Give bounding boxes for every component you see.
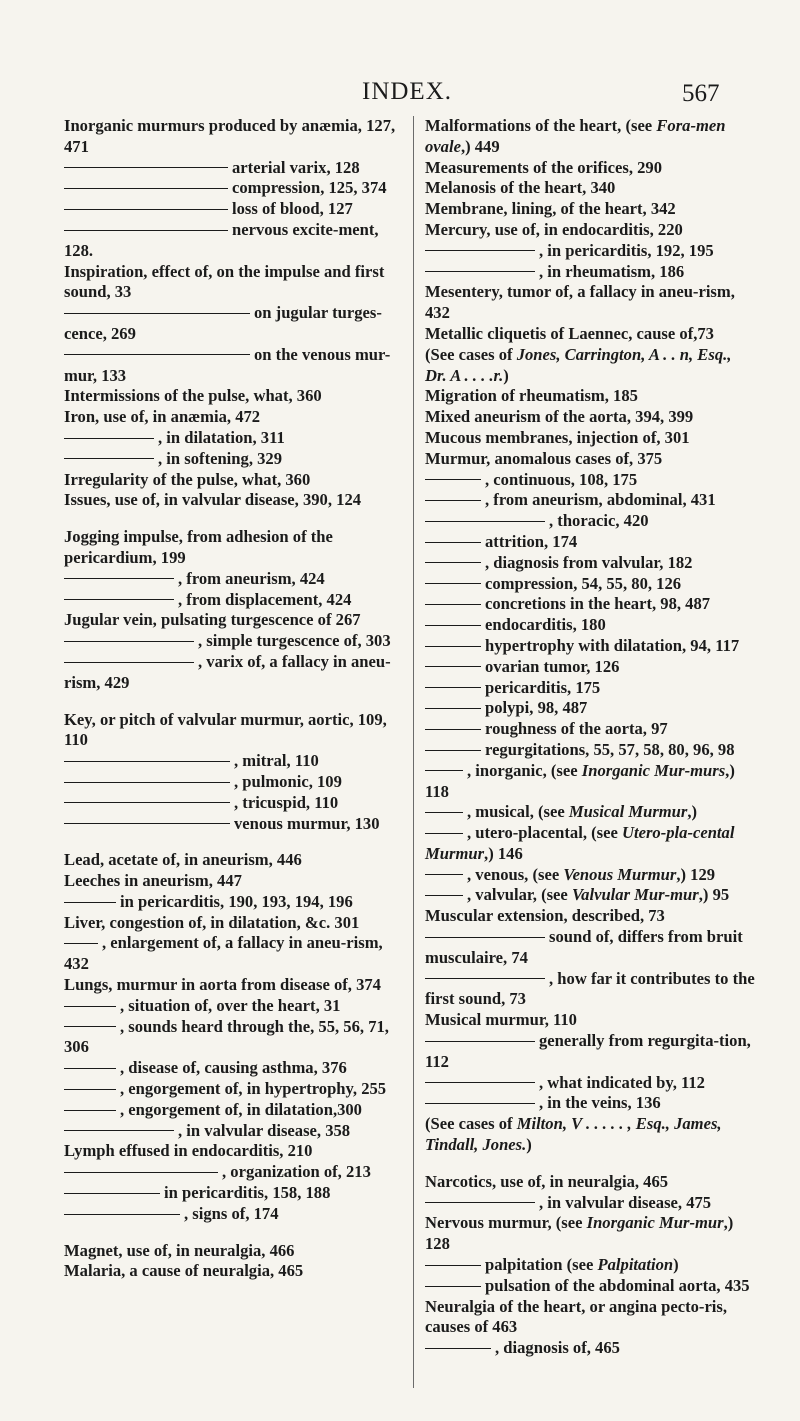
ditto-dash — [425, 1348, 491, 1349]
ditto-dash — [425, 812, 463, 813]
index-entry-text: , utero-placental, (see Utero-pla-cental Murmur,) 146 — [425, 823, 735, 863]
index-entry-text: pericarditis, 175 — [485, 677, 601, 697]
index-entry-text: , from aneurism, 424 — [178, 568, 325, 588]
index-entry-text: Lungs, murmur in aorta from disease of, 374 — [64, 975, 381, 995]
index-entry-text: Neuralgia of the heart, or angina pecto-ris, causes of 463 — [425, 1296, 728, 1337]
index-entry-text: Lymph effused in endocarditis, 210 — [64, 1141, 313, 1161]
index-entry-text: , valvular, (see Valvular Mur-mur,) 95 — [467, 885, 730, 905]
index-entry — [425, 1172, 755, 1193]
index-entry — [64, 428, 406, 449]
index-entry — [425, 324, 755, 345]
ditto-dash — [425, 479, 481, 480]
index-entry — [425, 262, 755, 283]
index-entry — [425, 698, 755, 719]
index-entry-text: compression, 125, 374 — [232, 178, 387, 198]
index-entry-text: in pericarditis, 190, 193, 194, 196 — [120, 891, 353, 911]
index-entry — [64, 610, 406, 631]
index-entry-text: , disease of, causing asthma, 376 — [120, 1058, 347, 1078]
index-entry — [64, 569, 406, 590]
ditto-dash — [425, 708, 481, 709]
index-entry — [64, 1204, 406, 1225]
ditto-dash — [64, 761, 230, 762]
index-entry-text: Iron, use of, in anæmia, 472 — [64, 407, 261, 427]
index-entry-text: , diagnosis of, 465 — [495, 1338, 620, 1358]
index-entry — [425, 199, 755, 220]
ditto-dash — [425, 521, 545, 522]
index-entry — [64, 407, 406, 428]
index-entry — [425, 1213, 755, 1255]
index-entry-text: , organization of, 213 — [222, 1162, 371, 1182]
index-entry — [425, 1073, 755, 1094]
index-entry — [425, 116, 755, 158]
index-entry — [425, 490, 755, 511]
index-entry-text: , continuous, 108, 175 — [485, 469, 638, 489]
index-entry — [425, 615, 755, 636]
index-entry — [64, 1162, 406, 1183]
index-entry-text: venous murmur, 130 — [234, 813, 380, 833]
page-number: 567 — [682, 80, 720, 107]
index-entry-text: Muscular extension, described, 73 — [425, 906, 665, 926]
index-entry — [425, 407, 755, 428]
index-entry — [425, 719, 755, 740]
index-entry — [64, 751, 406, 772]
index-entry — [425, 511, 755, 532]
ditto-dash — [64, 354, 250, 355]
index-entry-text: Migration of rheumatism, 185 — [425, 386, 638, 406]
index-entry-text: endocarditis, 180 — [485, 615, 606, 635]
index-entry — [64, 710, 406, 752]
ditto-dash — [64, 209, 228, 210]
ditto-dash — [64, 641, 194, 642]
ditto-dash — [425, 1103, 535, 1104]
index-entry-text: arterial varix, 128 — [232, 157, 360, 177]
index-entry-text: (See cases of Jones, Carrington, A . . n, Esq., Dr. A . . . .r.) — [425, 344, 732, 385]
index-entry — [425, 345, 755, 387]
index-entry-text: Murmur, anomalous cases of, 375 — [425, 448, 663, 468]
index-entry-text: Issues, use of, in valvular disease, 390, 124 — [64, 490, 362, 510]
index-entry-text: Jogging impulse, from adhesion of the pericardium, 199 — [64, 527, 333, 567]
index-entry-text: , diagnosis from valvular, 182 — [485, 552, 693, 572]
index-entry — [425, 470, 755, 491]
index-entry-text: Intermissions of the pulse, what, 360 — [64, 386, 322, 406]
ditto-dash — [425, 271, 535, 272]
ditto-dash — [64, 1006, 116, 1007]
index-entry — [64, 1261, 406, 1282]
ditto-dash — [425, 750, 481, 751]
ditto-dash — [425, 666, 481, 667]
index-entry — [64, 262, 406, 304]
index-entry-text: , in softening, 329 — [158, 448, 283, 468]
index-entry — [64, 590, 406, 611]
index-entry — [425, 678, 755, 699]
index-entry-text: compression, 54, 55, 80, 126 — [485, 573, 682, 593]
index-entry — [425, 865, 755, 886]
ditto-dash — [64, 1193, 160, 1194]
index-entry — [425, 282, 755, 324]
index-entry — [425, 885, 755, 906]
index-entry — [64, 1079, 406, 1100]
index-entry — [425, 802, 755, 823]
index-entry — [425, 1031, 755, 1073]
index-entry — [425, 1276, 755, 1297]
index-entry — [64, 850, 406, 871]
ditto-dash — [64, 313, 250, 314]
index-entry-text: Key, or pitch of valvular murmur, aortic, 109, 110 — [64, 709, 387, 750]
index-entry — [64, 814, 406, 835]
index-entry-text: Melanosis of the heart, 340 — [425, 178, 616, 198]
ditto-dash — [64, 1110, 116, 1111]
page-header — [0, 78, 800, 114]
ditto-dash — [64, 782, 230, 783]
index-entry-text: , from displacement, 424 — [178, 589, 352, 609]
index-entry-text: in pericarditis, 158, 188 — [164, 1183, 331, 1203]
ditto-dash — [425, 1286, 481, 1287]
index-entry-text: Leeches in aneurism, 447 — [64, 871, 242, 891]
index-entry-text: attrition, 174 — [485, 531, 578, 551]
index-entry-text: , engorgement of, in hypertrophy, 255 — [120, 1079, 387, 1099]
index-entry — [425, 740, 755, 761]
index-entry-text: roughness of the aorta, 97 — [485, 719, 668, 739]
section-gap — [64, 1225, 406, 1241]
index-entry-text: Measurements of the orifices, 290 — [425, 157, 663, 177]
index-entry-text: , in valvular disease, 358 — [178, 1120, 351, 1140]
ditto-dash — [425, 874, 463, 875]
index-entry-text: Mercury, use of, in endocarditis, 220 — [425, 219, 683, 239]
index-entry-text: (See cases of Milton, V . . . . . , Esq., James, Tindall, Jones.) — [425, 1114, 722, 1155]
index-entry — [425, 220, 755, 241]
ditto-dash — [64, 167, 228, 168]
index-entry — [64, 1141, 406, 1162]
index-entry-text: Inorganic murmurs produced by anæmia, 127, 471 — [64, 116, 396, 156]
index-entry-text: Metallic cliquetis of Laennec, cause of,73 — [425, 323, 714, 343]
index-entry — [425, 158, 755, 179]
ditto-dash — [64, 823, 230, 824]
index-entry — [425, 1338, 755, 1359]
index-entry-text: nervous excite-ment, 128. — [64, 219, 379, 260]
column-divider — [413, 116, 414, 1388]
index-entry-text: Membrane, lining, of the heart, 342 — [425, 199, 676, 219]
index-entry-text: , in rheumatism, 186 — [539, 261, 685, 281]
index-entry — [64, 116, 406, 158]
ditto-dash — [425, 978, 545, 979]
index-entry — [425, 178, 755, 199]
index-entry — [64, 386, 406, 407]
index-entry — [64, 220, 406, 262]
index-entry-text: generally from regurgita-tion, 112 — [425, 1031, 751, 1071]
index-entry-text: , what indicated by, 112 — [539, 1072, 705, 1092]
index-entry-text: loss of blood, 127 — [232, 199, 353, 219]
ditto-dash — [425, 500, 481, 501]
index-entry — [425, 241, 755, 262]
index-entry — [64, 1121, 406, 1142]
index-entry-text: Mesentery, tumor of, a fallacy in aneu-rism, 432 — [425, 282, 735, 323]
section-gap — [425, 1156, 755, 1172]
ditto-dash — [425, 583, 481, 584]
index-entry — [64, 631, 406, 652]
ditto-dash — [64, 578, 174, 579]
ditto-dash — [425, 1041, 535, 1042]
index-entry — [425, 594, 755, 615]
index-entry-text: Musical murmur, 110 — [425, 1010, 577, 1030]
index-entry-text: , signs of, 174 — [184, 1203, 279, 1223]
ditto-dash — [64, 1068, 116, 1069]
ditto-dash — [425, 542, 481, 543]
index-entry — [425, 927, 755, 969]
ditto-dash — [64, 1130, 174, 1131]
ditto-dash — [64, 1089, 116, 1090]
ditto-dash — [64, 230, 228, 231]
index-entry — [425, 428, 755, 449]
index-entry — [64, 996, 406, 1017]
index-entry — [64, 1058, 406, 1079]
index-entry-text: , simple turgescence of, 303 — [198, 631, 391, 651]
index-entry — [64, 1183, 406, 1204]
index-entry-text: , varix of, a fallacy in aneu-rism, 429 — [64, 651, 391, 692]
index-entry-text: pulsation of the abdominal aorta, 435 — [485, 1275, 750, 1295]
index-entry — [425, 636, 755, 657]
index-entry-text: , sounds heard through the, 55, 56, 71, 306 — [64, 1016, 389, 1057]
index-entry — [425, 386, 755, 407]
index-entry — [64, 490, 406, 511]
index-entry-text: ovarian tumor, 126 — [485, 656, 620, 676]
index-entry-text: , inorganic, (see Inorganic Mur-murs,) 118 — [425, 760, 735, 801]
index-entry — [425, 761, 755, 803]
section-gap — [64, 694, 406, 710]
ditto-dash — [64, 458, 154, 459]
index-entry-text: , enlargement of, a fallacy in aneu-rism, 432 — [64, 933, 383, 974]
index-entry-text: , in dilatation, 311 — [158, 427, 285, 447]
ditto-dash — [425, 895, 463, 896]
index-entry-text: , in the veins, 136 — [539, 1093, 661, 1113]
section-gap — [64, 834, 406, 850]
index-entry — [425, 906, 755, 927]
index-entry — [64, 178, 406, 199]
index-entry-text: Lead, acetate of, in aneurism, 446 — [64, 850, 302, 870]
index-entry-text: regurgitations, 55, 57, 58, 80, 96, 98 — [485, 739, 735, 759]
index-entry — [64, 933, 406, 975]
ditto-dash — [425, 937, 545, 938]
ditto-dash — [64, 802, 230, 803]
index-entry-text: Liver, congestion of, in dilatation, &c. 301 — [64, 912, 360, 932]
index-entry — [425, 1114, 755, 1156]
index-entry-text: , mitral, 110 — [234, 751, 319, 771]
index-entry — [425, 1093, 755, 1114]
ditto-dash — [425, 562, 481, 563]
page-title: INDEX. — [362, 78, 453, 105]
ditto-dash — [425, 729, 481, 730]
index-entry — [425, 1297, 755, 1339]
index-entry-text: polypi, 98, 487 — [485, 698, 588, 718]
index-entry — [64, 158, 406, 179]
index-entry — [425, 969, 755, 1011]
ditto-dash — [425, 646, 481, 647]
index-entry — [64, 449, 406, 470]
ditto-dash — [64, 599, 174, 600]
index-entry — [425, 1193, 755, 1214]
index-entry — [64, 793, 406, 814]
index-entry — [64, 652, 406, 694]
index-entry-text: Mixed aneurism of the aorta, 394, 399 — [425, 407, 694, 427]
index-entry-text: , venous, (see Venous Murmur,) 129 — [467, 864, 716, 884]
index-entry — [64, 1100, 406, 1121]
index-entry-text: sound of, differs from bruit musculaire, 74 — [425, 927, 743, 967]
index-column-left — [64, 116, 406, 1282]
index-entry — [64, 470, 406, 491]
ditto-dash — [425, 1082, 535, 1083]
index-entry-text: Jugular vein, pulsating turgescence of 267 — [64, 610, 361, 630]
index-entry-text: Malformations of the heart, (see Fora-men ovale,) 449 — [425, 116, 726, 156]
index-entry — [425, 574, 755, 595]
ditto-dash — [425, 687, 481, 688]
index-entry — [425, 657, 755, 678]
index-entry-text: , how far it contributes to the first sound, 73 — [425, 968, 755, 1009]
index-entry-text: , musical, (see Musical Murmur,) — [467, 802, 698, 822]
index-entry-text: hypertrophy with dilatation, 94, 117 — [485, 635, 740, 655]
ditto-dash — [425, 1265, 481, 1266]
index-entry — [64, 975, 406, 996]
index-entry — [425, 532, 755, 553]
ditto-dash — [425, 250, 535, 251]
index-entry-text: Inspiration, effect of, on the impulse and first sound, 33 — [64, 261, 385, 302]
index-entry-text: on jugular turges-cence, 269 — [64, 303, 382, 343]
index-entry-text: Irregularity of the pulse, what, 360 — [64, 469, 311, 489]
index-entry — [425, 1010, 755, 1031]
index-entry-text: Mucous membranes, injection of, 301 — [425, 427, 690, 447]
index-entry — [64, 527, 406, 569]
index-entry-text: , in valvular disease, 475 — [539, 1192, 712, 1212]
ditto-dash — [425, 625, 481, 626]
index-entry-text: , tricuspid, 110 — [234, 792, 339, 812]
ditto-dash — [64, 1026, 116, 1027]
ditto-dash — [64, 943, 98, 944]
section-gap — [64, 511, 406, 527]
ditto-dash — [64, 188, 228, 189]
index-entry-text: , engorgement of, in dilatation,300 — [120, 1099, 362, 1119]
index-entry — [64, 345, 406, 387]
ditto-dash — [425, 1202, 535, 1203]
index-entry-text: Magnet, use of, in neuralgia, 466 — [64, 1240, 295, 1260]
ditto-dash — [425, 833, 463, 834]
index-entry — [425, 449, 755, 470]
index-entry — [425, 823, 755, 865]
index-entry — [64, 199, 406, 220]
ditto-dash — [64, 1214, 180, 1215]
index-entry-text: Malaria, a cause of neuralgia, 465 — [64, 1261, 304, 1281]
index-entry — [64, 871, 406, 892]
ditto-dash — [64, 902, 116, 903]
index-entry — [64, 303, 406, 345]
index-entry-text: , in pericarditis, 192, 195 — [539, 240, 714, 260]
index-entry-text: palpitation (see Palpitation) — [485, 1255, 679, 1275]
index-entry-text: Nervous murmur, (see Inorganic Mur-mur,) 128 — [425, 1213, 734, 1254]
ditto-dash — [425, 604, 481, 605]
index-entry — [64, 1241, 406, 1262]
index-entry — [64, 892, 406, 913]
index-entry — [425, 553, 755, 574]
index-entry-text: , pulmonic, 109 — [234, 771, 342, 791]
index-entry — [64, 1017, 406, 1059]
ditto-dash — [64, 662, 194, 663]
index-entry-text: , thoracic, 420 — [549, 511, 649, 531]
index-entry-text: Narcotics, use of, in neuralgia, 465 — [425, 1171, 669, 1191]
ditto-dash — [64, 438, 154, 439]
index-entry-text: , from aneurism, abdominal, 431 — [485, 490, 716, 510]
index-entry-text: , situation of, over the heart, 31 — [120, 995, 341, 1015]
index-entry — [425, 1255, 755, 1276]
index-column-right — [425, 116, 755, 1359]
index-entry-text: on the venous mur-mur, 133 — [64, 344, 391, 385]
ditto-dash — [425, 770, 463, 771]
ditto-dash — [64, 1172, 218, 1173]
index-entry — [64, 772, 406, 793]
index-entry — [64, 913, 406, 934]
index-entry-text: concretions in the heart, 98, 487 — [485, 594, 711, 614]
